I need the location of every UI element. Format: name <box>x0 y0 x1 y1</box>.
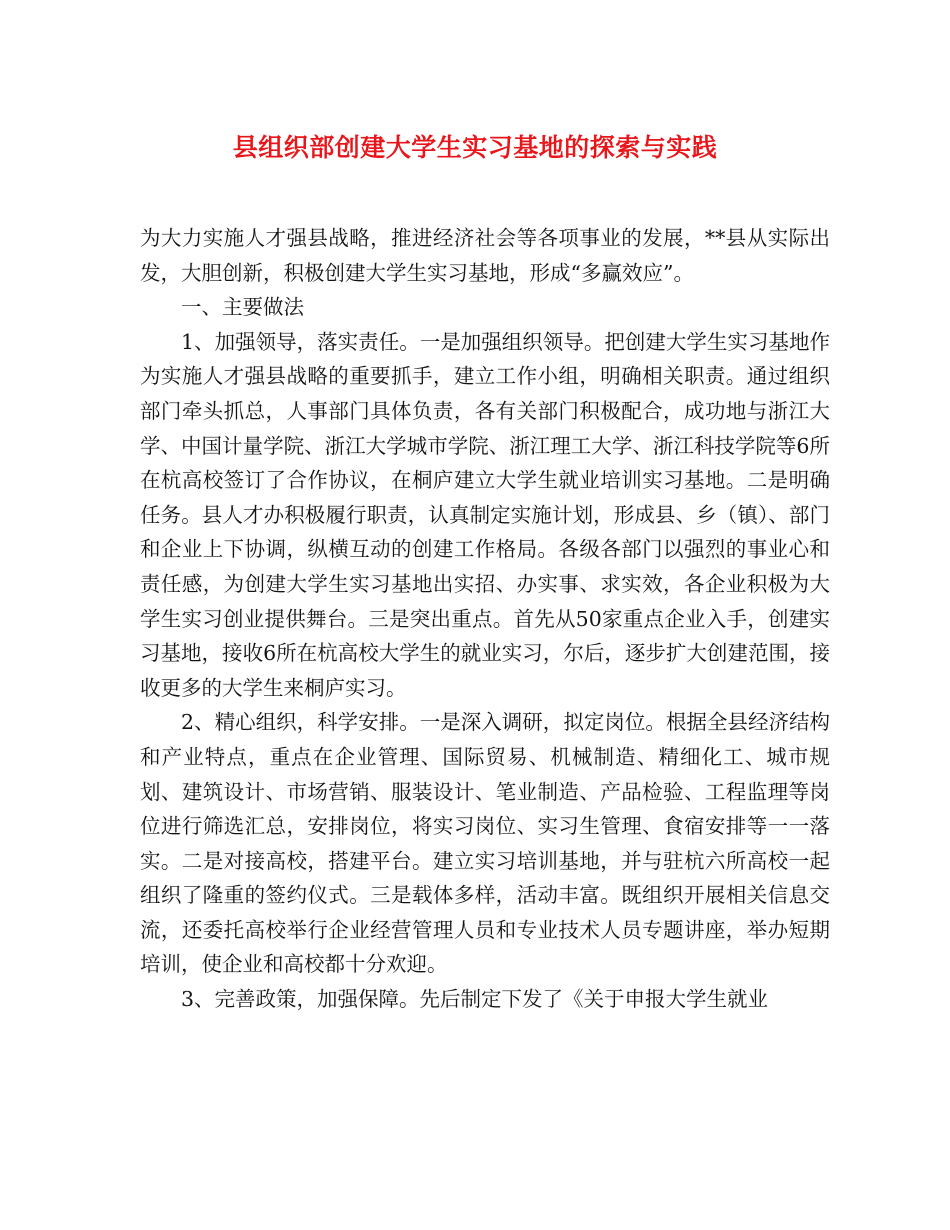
paragraph-policy: 3、完善政策，加强保障。先后制定下发了《关于申报大学生就业 <box>181 987 769 1012</box>
document-body <box>140 221 830 1017</box>
paragraph-organization: 2、精心组织，科学安排。一是深入调研，拟定岗位。根据全县经济结构和产业特点，重点在企业管理、国际贸易、机械制造、精细化工、城市规划、建筑设计、市场营销、服装设计、笔业制造、产品检验、工程监理等岗位进行筛选汇总，安排岗位，将实习岗位、实习生管理、食宿安排等一一落实。二是对接高校，搭建平台。建立实习培训基地，并与驻杭六所高校一起组织了隆重的签约仪式。三是载体多样，活动丰富。既组织开展相关信息交流，还委托高校举行企业经营管理人员和专业技术人员专题讲座，举办短期培训，使企业和高校都十分欢迎。 <box>140 710 830 977</box>
intro-paragraph: 为大力实施人才强县战略，推进经济社会等各项事业的发展，**县从实际出发，大胆创新，积极创建大学生实习基地，形成“多赢效应”。 <box>140 226 830 285</box>
document-title: 县组织部创建大学生实习基地的探索与实践 <box>232 133 718 162</box>
paragraph-leadership: 1、加强领导，落实责任。一是加强组织领导。把创建大学生实习基地作为实施人才强县战略的重要抓手，建立工作小组，明确相关职责。通过组织部门牵头抓总，人事部门具体负责，各有关部门积极配合，成功地与浙江大学、中国计量学院、浙江大学城市学院、浙江理工大学、浙江科技学院等6所在杭高校签订了合作协议，在桐庐建立大学生就业培训实习基地。二是明确任务。县人才办积极履行职责，认真制定实施计划，形成县、乡（镇）、部门和企业上下协调，纵横互动的创建工作格局。各级各部门以强烈的事业心和责任感，为创建大学生实习基地出实招、办实事、求实效，各企业积极为大学生实习创业提供舞台。三是突出重点。首先从50家重点企业入手，创建实习基地，接收6所在杭高校大学生的就业实习，尔后，逐步扩大创建范围，接收更多的大学生来桐庐实习。 <box>140 329 830 700</box>
section-heading-main-practices: 一、主要做法 <box>181 295 304 320</box>
